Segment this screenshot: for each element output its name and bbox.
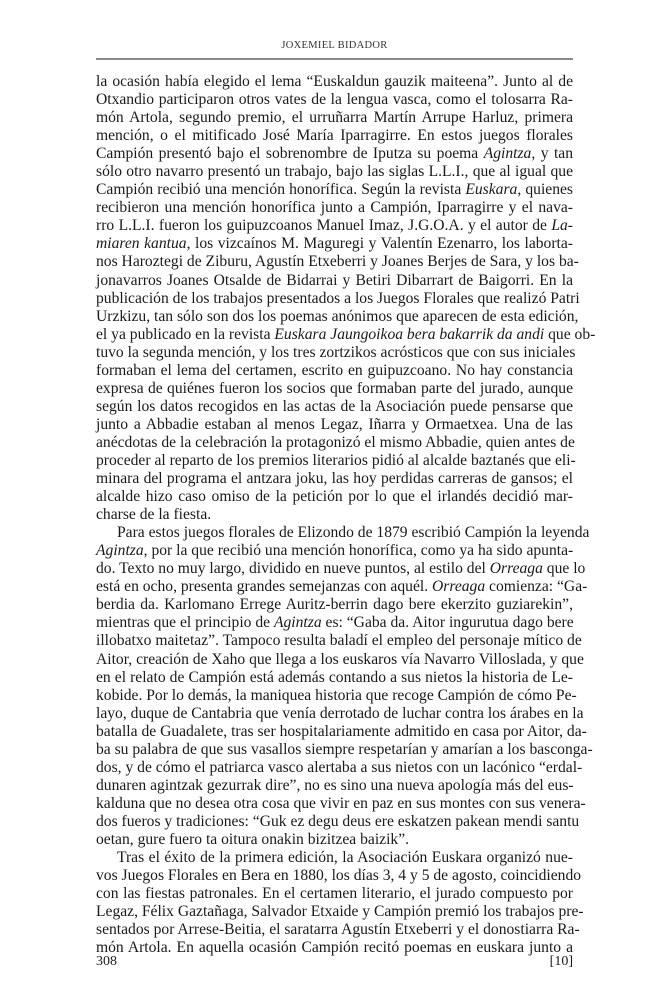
italic-title: miaren kantua (96, 235, 187, 253)
paragraph-1 (96, 73, 596, 524)
text-line: según los datos recogidos en las actas de la Asociación puede pensarse que (96, 397, 573, 415)
text-line: en el relato de Campión está además contando a sus nietos la historia de Le- (96, 668, 573, 686)
text-line: illobatxo maitetaz”. Tampoco resulta baladí el empleo del personaje mítico de (96, 632, 582, 650)
text-line: vos Juegos Florales en Bera en 1880, los días 3, 4 y 5 de agosto, coincidiendo (96, 867, 582, 885)
text-line: alcalde hizo caso omiso de la petición por lo que el irlandés decidió mar- (96, 488, 573, 506)
text-line: kobide. Por lo demás, la maniquea historia que recoge Campión de cómo Pe- (96, 686, 577, 704)
text-line: publicación de los trabajos presentados a los Juegos Florales que realizó Patri (96, 289, 580, 307)
text-line: do. Texto no muy largo, dividido en nueve puntos, al estilo del Orreaga que lo (96, 560, 586, 578)
text-line: layo, duque de Cantabria que venía derrotado de luchar contra los árabes en la (96, 704, 584, 722)
text-line: está en ocho, presenta grandes semejanzas con aquél. Orreaga comienza: “Ga- (96, 578, 588, 596)
text-line: anécdotas de la celebración la protagonizó el mismo Abbadie, quien antes de (96, 433, 575, 451)
section-reference: [10] (549, 954, 573, 969)
text-line: món Artola, segundo premio, el urruñarra Martín Arrupe Harluz, primera (96, 109, 573, 127)
paragraph-2 (96, 524, 593, 849)
text-line: Tras el éxito de la primera edición, la Asociación Euskara organizó nue- (117, 849, 573, 867)
running-head: JOXEMIEL BIDADOR (281, 40, 388, 51)
text-line: rro L.L.I. fueron los guipuzcoanos Manuel Imaz, J.G.O.A. y el autor de La- (96, 217, 573, 235)
text-line: dos fueros y tradiciones: “Guk ez degu deus ere eskatzen pakean mendi santu (96, 812, 580, 830)
italic-title: Agintza (273, 614, 322, 632)
italic-title: La- (551, 217, 573, 235)
text-line: tuvo la segunda mención, y los tres zortzikos acrósticos que con sus iniciales (96, 343, 576, 361)
text-line: Aitor, creación de Xaho que llega a los euskaros vía Navarro Villoslada, y que (96, 650, 584, 668)
text-line: proceder al reparto de los premios literarios pidió al alcalde baztanés que eli- (96, 451, 576, 469)
text-line: sentados por Arrese-Beitia, el saratarra Agustín Etxeberri y el donostiarra Ra- (96, 921, 580, 939)
text-line: oetan, gure fuero ta oitura onakin bizitzea baizik”. (96, 830, 410, 848)
text-line: batalla de Guadalete, tras ser hospitalariamente admitido en casa por Aitor, da- (96, 722, 587, 740)
body-text (96, 73, 596, 957)
text-line: Campión presentó bajo el sobrenombre de Iputza su poema Agintza, y tan (96, 145, 573, 163)
text-line: junto a Abbadie estaban al menos Legaz, Iñarra y Ormaetxea. Una de las (96, 415, 573, 433)
header-rule (96, 58, 573, 60)
text-line: miaren kantua, los vizcaínos M. Maguregi y Valentín Ezenarro, los laborta- (96, 235, 573, 253)
text-line: recibieron una mención honorífica junto a Campión, Iparragirre y el nava- (96, 199, 573, 217)
text-line: la ocasión había elegido el lema “Euskaldun gauzik maiteena”. Junto al de (96, 73, 573, 90)
text-line: Para estos juegos florales de Elizondo de 1879 escribió Campión la leyenda (117, 524, 590, 542)
text-line: charse de la fiesta. (96, 506, 212, 524)
text-line: con las fiestas patronales. En el certamen literario, el jurado compuesto por (96, 885, 573, 903)
text-line: expresa de quiénes fueron los socios que formaban parte del jurado, aunque (96, 379, 573, 397)
text-line: Legaz, Félix Gaztañaga, Salvador Etxaide y Campión premió los trabajos pre- (96, 903, 584, 921)
italic-title: Orreaga (489, 560, 543, 578)
text-line: minara del programa el antzara joku, las hoy perdidas carreras de gansos; el (96, 470, 573, 488)
text-line: Otxandio participaron otros vates de la lengua vasca, como el tolosarra Ra- (96, 91, 573, 109)
page-number: 308 (96, 954, 117, 969)
italic-title: Euskara (465, 181, 518, 199)
text-line: Campión recibió una mención honorífica. Según la revista Euskara, quienes (96, 181, 573, 199)
italic-title: Orreaga (432, 578, 486, 596)
text-line: ba su palabra de que sus vasallos siempre respetarían y amarían a los basconga- (96, 740, 593, 758)
text-line: jonavarros Joanes Otsalde de Bidarrai y Betiri Dibarrart de Baigorri. En la (96, 271, 573, 289)
italic-title: Agintza (96, 542, 144, 560)
text-line: el ya publicado en la revista Euskara Jaungoikoa bera bakarrik da andi que ob- (96, 325, 596, 343)
italic-title: Euskara Jaungoikoa bera bakarrik da andi (274, 325, 545, 343)
text-line: nos Haroztegi de Ziburu, Agustín Etxeberri y Joanes Berjes de Sara, y los ba- (96, 253, 579, 271)
text-line: dunaren agintzak gezurrak dire”, no es sino una nueva apología más del eus- (96, 776, 574, 794)
text-line: Urzkizu, tan sólo son dos los poemas anónimos que aparecen de esta edición, (96, 307, 579, 325)
text-line: món Artola. En aquella ocasión Campión recitó poemas en euskara junto a (96, 939, 573, 957)
text-line: Agintza, por la que recibió una mención honorífica, como ya ha sido apunta- (96, 542, 574, 560)
text-line: sólo otro navarro presentó un trabajo, bajo las siglas L.L.I., que al igual que (96, 163, 573, 181)
text-line: berdia da. Karlomano Errege Auritz-berrin dago bere ekerzito guziarekin”, (96, 596, 573, 614)
text-line: dos, y de cómo el patriarca vasco alertaba a sus nietos con un lacónico “erdal- (96, 758, 583, 776)
italic-title: Agintza (483, 145, 532, 163)
text-line: formaban el lema del certamen, escrito en guipuzcoano. No hay constancia (96, 361, 573, 379)
paragraph-3 (96, 849, 584, 957)
text-line: mención, o el mitificado José María Iparragirre. En estos juegos florales (96, 127, 573, 145)
text-line: kalduna que no desea otra cosa que vivir en paz en sus montes con sus venera- (96, 794, 586, 812)
text-line: mientras que el principio de Agintza es: “Gaba da. Aitor ingurutua dago bere (96, 614, 574, 632)
